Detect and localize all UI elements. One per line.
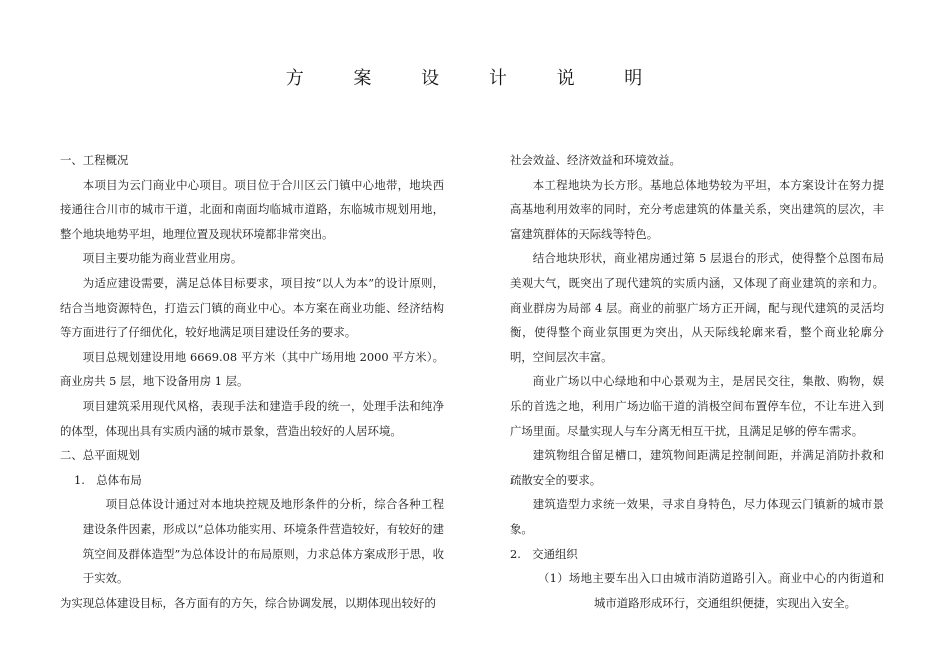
paragraph: 本工程地块为长方形。基地总体地势较为平坦，本方案设计在努力提高基地利用效率的同时，充分考虑建筑的体量关系，突出建筑的层次，丰富建筑群体的天际线等特色。 bbox=[510, 177, 884, 241]
paragraph: 本项目为云门商业中心项目。项目位于合川区云门镇中心地带，地块西接通往合川市的城市干道，北面和南面均临城市道路，东临城市规划用地，整个地块地势平坦，地理位置及现状环境都非常突出。 bbox=[60, 177, 444, 241]
paragraph: 项目总体设计通过对本地块控规及地形条件的分析，综合各种工程建设条件因素，形成以“总体功能实用、环境条件营造较好，有较好的建筑空间及群体造型”为总体设计的布局原则，力求总体方案成形于思，收于实效。 bbox=[82, 497, 444, 586]
paragraph: 建筑造型力求统一效果，寻求自身特色，尽力体现云门镇新的城市景象。 bbox=[510, 497, 884, 536]
paragraph: 为实现总体建设目标，各方面有的方矢，综合协调发展，以期体现出较好的 bbox=[60, 595, 436, 610]
paragraph: 为适应建设需要，满足总体目标要求，项目按“以人为本”的设计原则，结合当地资源特色，打造云门镇的商业中心。本方案在商业功能、经济结构等方面进行了仔细优化，较好地满足项目建设任务的要求。 bbox=[60, 275, 444, 340]
right-column bbox=[510, 148, 884, 615]
document-title: 方 案 设 计 说 明 bbox=[285, 68, 665, 89]
section-heading-overview: 一、工程概况 bbox=[60, 153, 129, 167]
subsection-heading-layout: 1. 总体布局 bbox=[74, 472, 142, 487]
paragraph: 结合地块形状，商业裙房通过第 5 层退台的形式，使得整个总图布局美观大气，既突出了现代建筑的实质内涵，又体现了商业建筑的亲和力。商业群房为局部 4 层。商业的前驱广场方正开阔，配与现代建筑的灵活均衡，使得整个商业氛围更为突出，从天际线轮廓来看，整个商业轮廓分明，空间层次丰富。 bbox=[510, 251, 884, 364]
subsection-heading-traffic: 2. 交通组织 bbox=[510, 546, 578, 561]
paragraph: 社会效益、经济效益和环境效益。 bbox=[510, 153, 681, 167]
paragraph: 项目建筑采用现代风格，表现手法和建造手段的统一，处理手法和纯净的体型，体现出具有实质内涵的城市景象，营造出较好的人居环境。 bbox=[60, 398, 444, 438]
list-item: （1）场地主要车出入口由城市消防道路引入。商业中心的内街道和城市道路形成环行，交通组织便捷，实现出入安全。 bbox=[538, 571, 884, 610]
paragraph: 建筑物组合留足槽口，建筑物间距满足控制间距，并满足消防扑救和疏散安全的要求。 bbox=[510, 448, 884, 487]
paragraph: 商业广场以中心绿地和中心景观为主，是居民交往，集散、购物，娱乐的首选之地，利用广场边临干道的消极空间布置停车位，不让车进入到广场里面。尽量实现人与车分离无相互干扰，且满足足够的停车需求。 bbox=[510, 374, 884, 438]
paragraph: 项目主要功能为商业营业用房。 bbox=[82, 251, 243, 266]
paragraph: 项目总规划建设用地 6669.08 平方米（其中广场用地 2000 平方米）。商业房共 5 层，地下设备用房 1 层。 bbox=[60, 349, 444, 389]
left-column bbox=[60, 148, 444, 615]
section-heading-plan: 二、总平面规划 bbox=[60, 448, 140, 463]
